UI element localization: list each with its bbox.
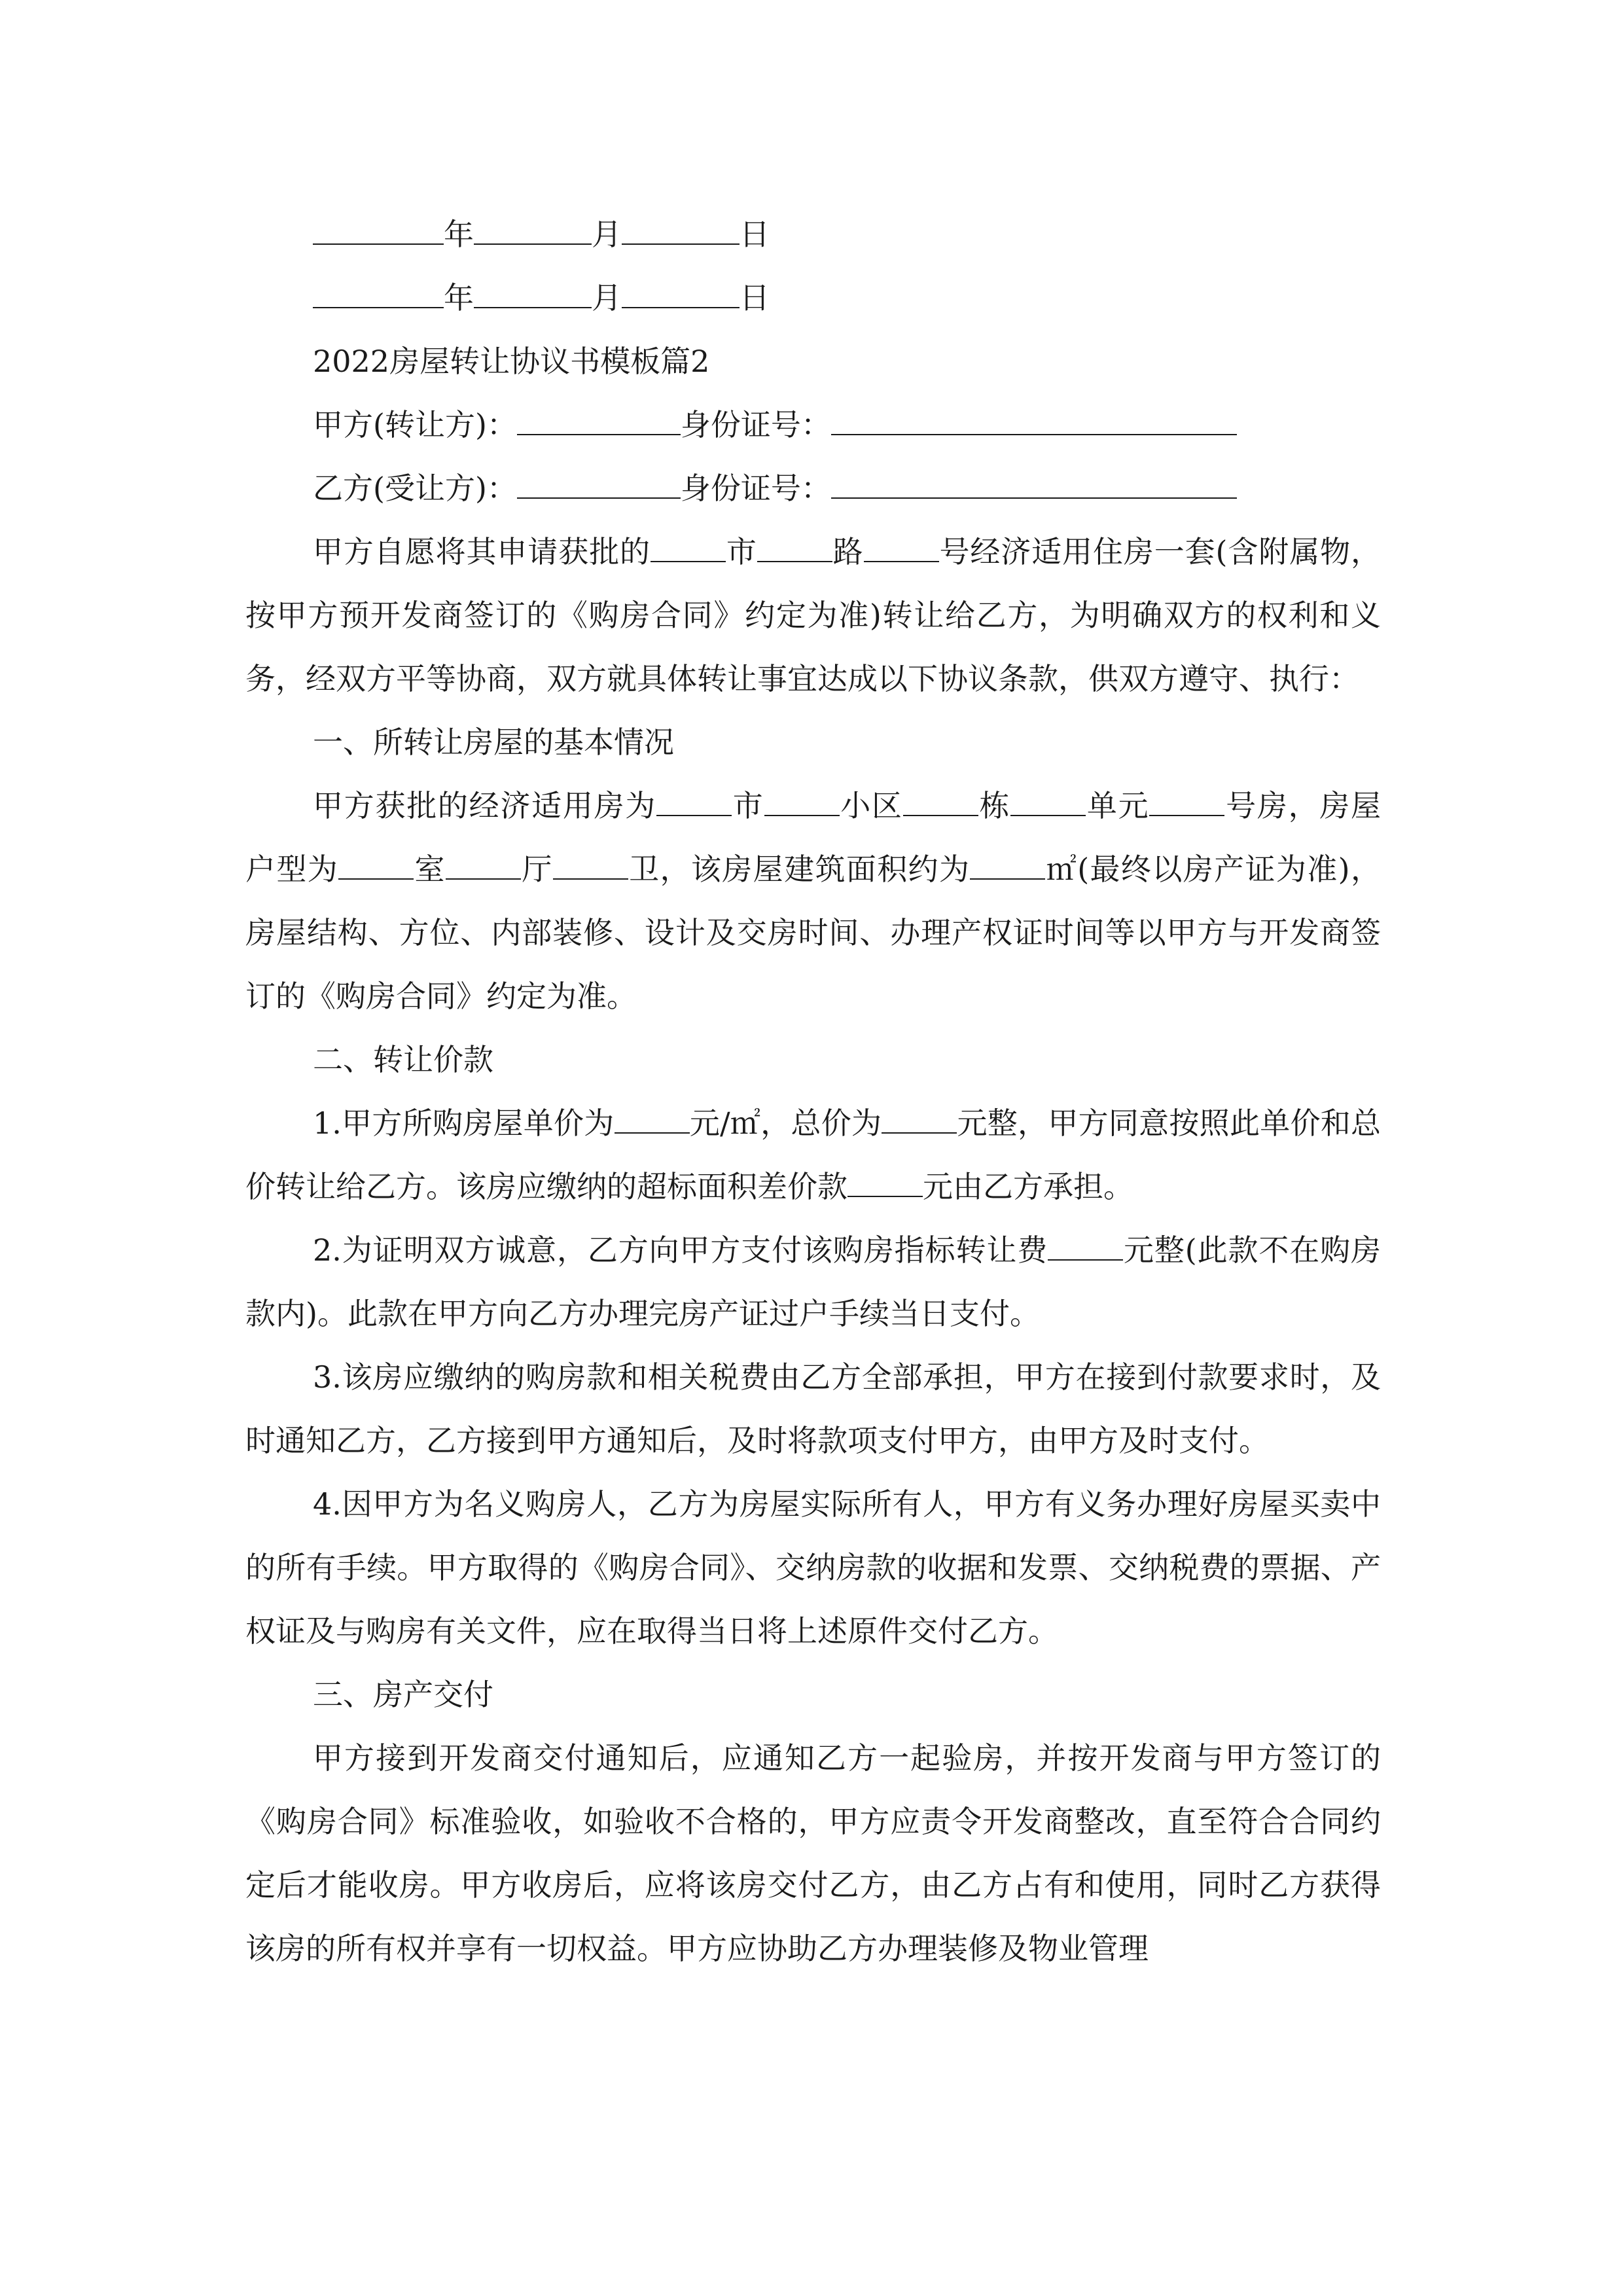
section-1-paragraph <box>245 774 1381 1028</box>
city-blank <box>656 789 732 816</box>
date-line-2 <box>245 266 1381 330</box>
document-heading: 2022房屋转让协议书模板篇2 <box>313 344 710 379</box>
year-label: 年 <box>444 217 474 252</box>
document-body <box>245 203 1381 1981</box>
unit-price-blank <box>615 1106 690 1134</box>
date-line-1 <box>245 203 1381 266</box>
month-blank <box>474 217 592 245</box>
party-a-line <box>245 393 1381 457</box>
clause-2-3: 3.该房应缴纳的购房款和相关税费由乙方全部承担，甲方在接到付款要求时，及时通知乙方，乙方接到甲方通知后，及时将款项支付甲方，由甲方及时支付。 <box>245 1359 1381 1458</box>
room-number-blank <box>1149 789 1224 816</box>
party-b-label: 乙方(受让方)： <box>313 471 517 506</box>
clause-2-4: 4.因甲方为名义购房人，乙方为房屋实际所有人，甲方有义务办理好房屋买卖中的所有手续。甲方取得的《购房合同》、交纳房款的收据和发票、交纳税费的票据、产权证及与购房有关文件，应在取得当日将上述原件交付乙方。 <box>245 1486 1381 1649</box>
s1-text-2: 市 <box>732 788 764 823</box>
bathroom-blank <box>553 852 628 880</box>
living-room-blank <box>446 852 521 880</box>
party-b-line <box>245 457 1381 520</box>
clause-2-1 <box>245 1092 1381 1219</box>
s1-text-9: 卫，该房屋建筑面积约为 <box>628 852 971 887</box>
section-2-title: 二、转让价款 <box>313 1042 493 1077</box>
number-blank <box>864 535 939 562</box>
intro-text-2: 市 <box>725 534 757 569</box>
s1-text-6: 号房，房屋户型为 <box>245 788 1382 887</box>
party-a-id-label: 身份证号： <box>680 407 831 442</box>
transfer-fee-blank <box>1048 1233 1123 1261</box>
s1-text-7: 室 <box>414 852 446 887</box>
community-blank <box>764 789 840 816</box>
intro-text-3: 路 <box>832 534 864 569</box>
year-label: 年 <box>444 280 474 315</box>
intro-text-4: 号经济适用住房一套(含附属物，按甲方预开发商签订的《购房合同》约定为准)转让给乙方，为明确双方的权利和义务，经双方平等协商，双方就具体转让事宜达成以下协议条款，供双方遵守、执行： <box>245 534 1382 696</box>
unit-blank <box>1010 789 1086 816</box>
month-label: 月 <box>592 280 622 315</box>
s1-text-10: ㎡(最终以房产证为准)，房屋结构、方位、内部装修、设计及交房时间、办理产权证时间等以甲方与开发商签订的《购房合同》约定为准。 <box>245 852 1381 1014</box>
party-b-id-label: 身份证号： <box>680 471 831 506</box>
party-a-label: 甲方(转让方)： <box>313 407 517 442</box>
excess-area-price-blank <box>847 1170 923 1197</box>
s1-text-8: 厅 <box>520 852 553 887</box>
party-a-name-blank <box>517 408 681 435</box>
c2-text-1: 2.为证明双方诚意，乙方向甲方支付该购房指标转让费 <box>313 1232 1048 1268</box>
c1-text-3: 元整，甲方同意按照此单价和总价转让给乙方。该房应缴纳的超标面积差价款 <box>245 1105 1382 1204</box>
day-blank <box>622 217 740 245</box>
section-1-title: 一、所转让房屋的基本情况 <box>313 725 674 760</box>
month-blank <box>474 281 592 308</box>
day-label: 日 <box>740 280 770 315</box>
party-b-id-blank <box>831 471 1237 499</box>
s1-text-3: 小区 <box>839 788 903 823</box>
intro-paragraph <box>245 520 1381 711</box>
party-a-id-blank <box>831 408 1237 435</box>
c2-text-2: 元整(此款不在购房款内)。此款在甲方向乙方办理完房产证过户手续当日支付。 <box>245 1232 1381 1331</box>
total-price-blank <box>882 1106 957 1134</box>
month-label: 月 <box>592 217 622 252</box>
c1-text-2: 元/㎡，总价为 <box>689 1105 882 1141</box>
s1-text-5: 单元 <box>1086 788 1150 823</box>
year-blank <box>313 217 444 245</box>
c1-text-4: 元由乙方承担。 <box>923 1169 1133 1204</box>
day-label: 日 <box>740 217 770 252</box>
section-3-paragraph: 甲方接到开发商交付通知后，应通知乙方一起验房，并按开发商与甲方签订的《购房合同》标准验收，如验收不合格的，甲方应责令开发商整改，直至符合合同约定后才能收房。甲方收房后，应将该房交付乙方，由乙方占有和使用，同时乙方获得该房的所有权并享有一切权益。甲方应协助乙方办理装修及物业管理 <box>245 1740 1381 1966</box>
year-blank <box>313 281 444 308</box>
clause-2-2 <box>245 1219 1381 1346</box>
s1-text-4: 栋 <box>978 788 1011 823</box>
section-3-title: 三、房产交付 <box>313 1677 493 1712</box>
bedroom-blank <box>338 852 414 880</box>
day-blank <box>622 281 740 308</box>
s1-text-1: 甲方获批的经济适用房为 <box>313 788 657 823</box>
intro-text-1: 甲方自愿将其申请获批的 <box>313 534 651 569</box>
area-blank <box>970 852 1045 880</box>
party-b-name-blank <box>517 471 681 499</box>
city-blank <box>651 535 726 562</box>
c1-text-1: 1.甲方所购房屋单价为 <box>313 1105 615 1141</box>
building-blank <box>903 789 978 816</box>
road-blank <box>757 535 832 562</box>
